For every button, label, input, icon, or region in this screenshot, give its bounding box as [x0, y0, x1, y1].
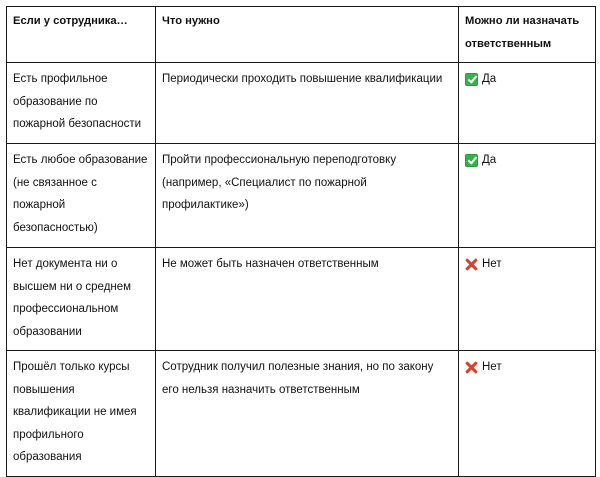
- responsibility-table: [6, 6, 596, 477]
- verdict: [465, 253, 502, 276]
- check-mark-icon: [465, 154, 478, 167]
- cell-condition: Прошёл только курсы повышения квалификации не имея профильного образования: [7, 351, 156, 477]
- cross-mark-icon: [465, 258, 478, 271]
- cell-requirement: Сотрудник получил полезные знания, но по закону его нельзя назначить ответственным: [156, 351, 459, 477]
- cell-verdict: [459, 63, 596, 144]
- verdict-label: Да: [482, 73, 497, 85]
- table-header-row: [7, 7, 596, 63]
- cell-requirement: Пройти профессиональную переподготовку (например, «Специалист по пожарной профилактике»): [156, 144, 459, 248]
- header-condition: Если у сотрудника…: [7, 7, 156, 63]
- table-row: [7, 351, 596, 477]
- table-row: [7, 144, 596, 248]
- verdict: [465, 149, 496, 172]
- cell-requirement: Периодически проходить повышение квалификации: [156, 63, 459, 144]
- cell-condition: Есть профильное образование по пожарной безопасности: [7, 63, 156, 144]
- cell-verdict: [459, 248, 596, 351]
- cell-requirement: Не может быть назначен ответственным: [156, 248, 459, 351]
- check-mark-icon: [465, 73, 478, 86]
- cross-mark-icon: [465, 361, 478, 374]
- content-area: [6, 6, 596, 477]
- table-row: [7, 63, 596, 144]
- header-verdict: Можно ли назначать ответственным: [459, 7, 596, 63]
- verdict: [465, 356, 502, 379]
- header-requirement: Что нужно: [156, 7, 459, 63]
- cell-verdict: [459, 351, 596, 477]
- verdict-label: Да: [482, 154, 497, 166]
- cell-condition: Есть любое образование (не связанное с пожарной безопасностью): [7, 144, 156, 248]
- table-row: [7, 248, 596, 351]
- verdict-label: Нет: [482, 361, 502, 373]
- cell-verdict: [459, 144, 596, 248]
- verdict-label: Нет: [482, 258, 502, 270]
- verdict: [465, 68, 496, 91]
- cell-condition: Нет документа ни о высшем ни о среднем профессиональном образовании: [7, 248, 156, 351]
